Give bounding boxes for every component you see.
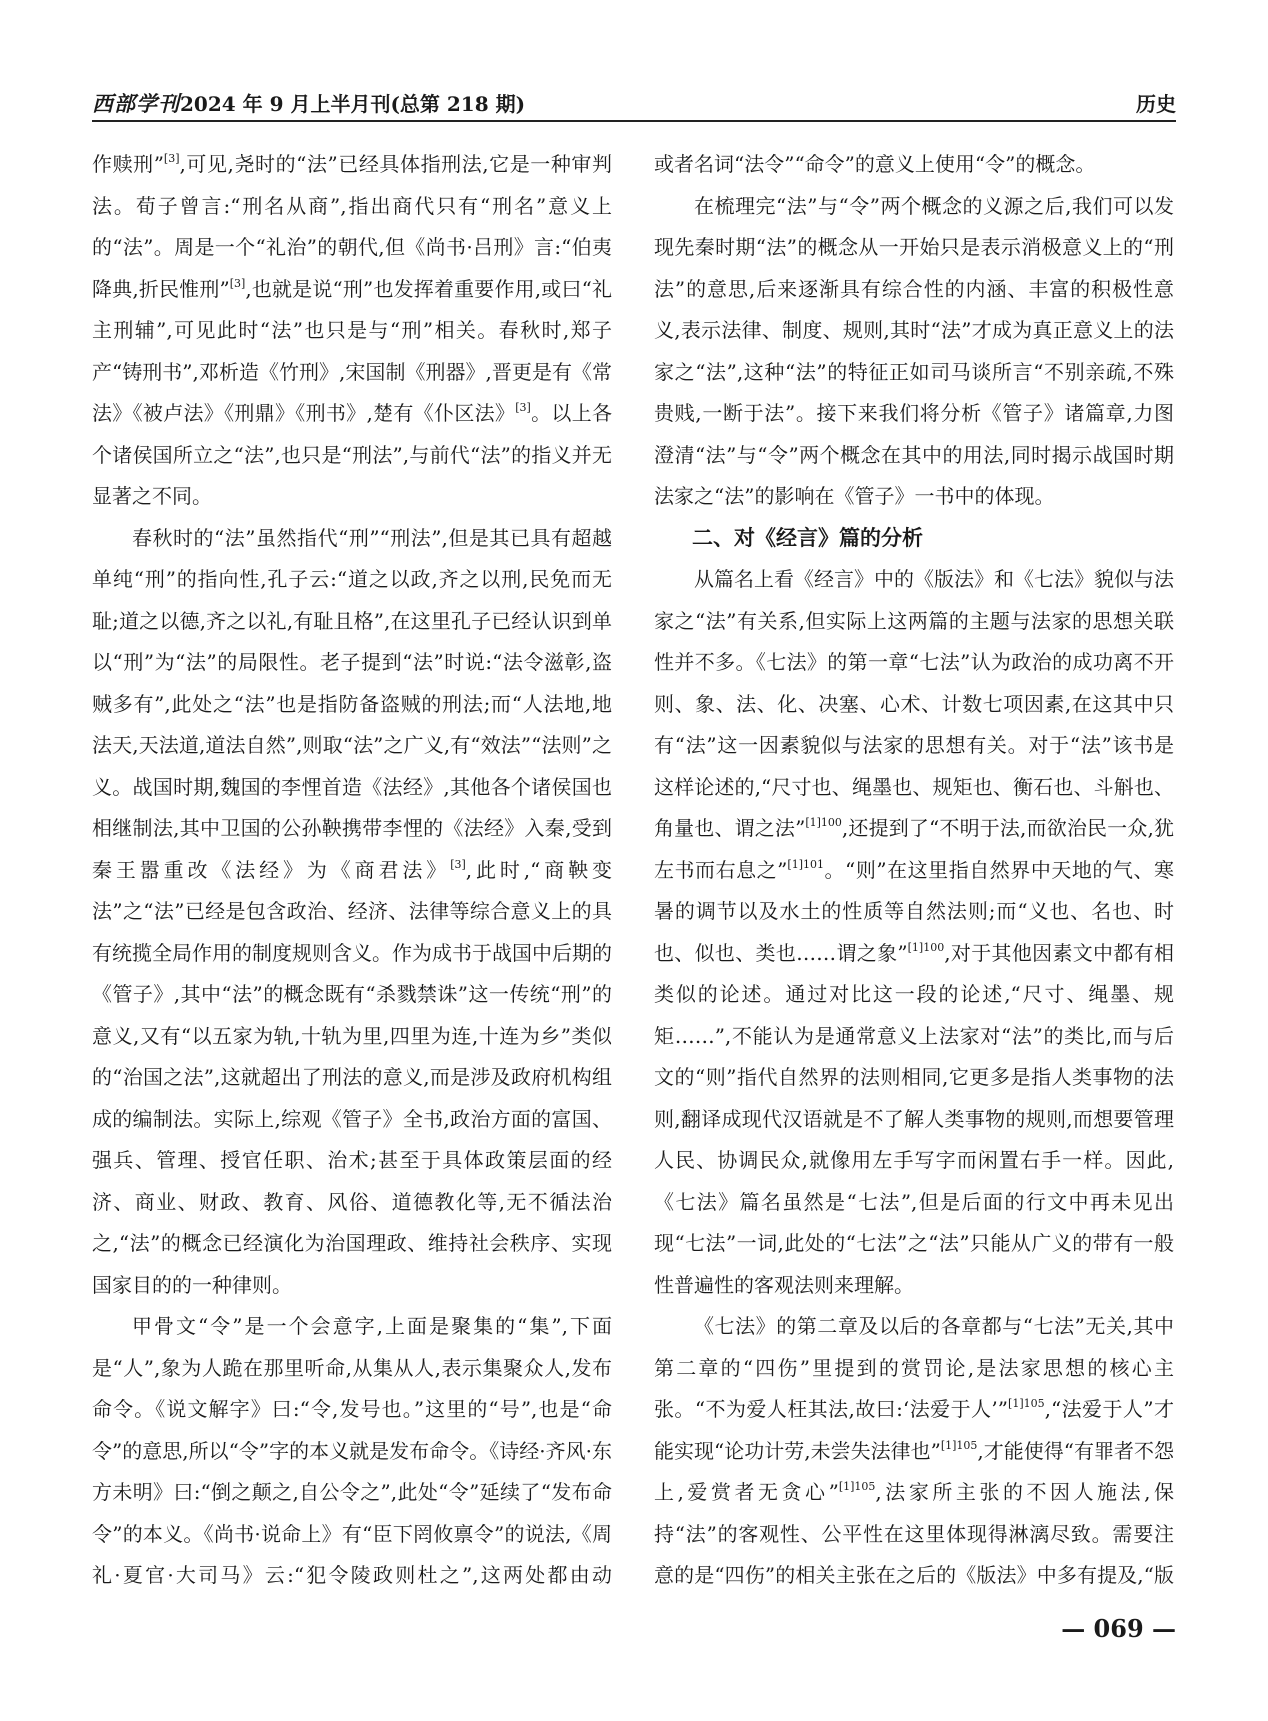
body-paragraph: 春秋时的“法”虽然指代“刑”“刑法”,但是其已具有超越单纯“刑”的指向性,孔子云:“道之以政,齐之以刑,民免而无耻;道之以德,齐之以礼,有耻且格”,在这里孔子已经认识到单以“刑”为“法”的局限性。老子提到“法”时说:“法令滋彰,盗贼多有”,此处之“法”也是指防备盗贼的刑法;而“人法地,地法天,天法道,道法自然”,则取“法”之广义,有“效法”“法则”之义。战国时期,魏国的李悝首造《法经》,其他各个诸侯国也相继制法,其中卫国的公孙鞅携带李悝的《法经》入秦,受到秦王嚣重改《法经》为《商君法》[3],此时,“商鞅变法”之“法”已经是包含政治、经济、法律等综合意义上的具有统揽全局作用的制度规则含义。作为成书于战国中后期的《管子》,其中“法”的概念既有“杀戮禁诛”这一传统“刑”的意义,又有“以五家为轨,十轨为里,四里为连,十连为乡”类似的“治国之法”,这就超出了刑法的意义,而是涉及政府机构组成的编制法。实际上,综观《管子》全书,政治方面的富国、强兵、管理、授官任职、治术;甚至于具体政策层面的经济、商业、财政、教育、风俗、道德教化等,无不循法治之,“法”的概念已经演化为治国理政、维持社会秩序、实现国家目的的一种律则。	[92, 525, 612, 1297]
section-label: 历史	[1136, 92, 1176, 116]
citation-marker: [1]105	[1008, 1397, 1045, 1410]
body-paragraph: 从篇名上看《经言》中的《版法》和《七法》貌似与法家之“法”有关系,但实际上这两篇的主题与法家的思想关联性并不多。《七法》的第一章“七法”认为政治的成功离不开则、象、法、化、决塞、心术、计数七项因素,在这其中只有“法”这一因素貌似与法家的思想有关。对于“法”该书是这样论述的,“尺寸也、绳墨也、规矩也、衡石也、斗斛也、角量也、谓之法”$^{[1]100}$,还提到了“不明于法,而欲治民一众,犹左书而右息之”$^{[1]101}$。“则”在这里指自然界中天地的气、寒暑的调节以及水土的性质等自然法则;而“义也、名也、时也、似也、类也……谓之象”$^{[1]100}$,对于其他因素文中都有相类似的论述。通过对比这一段的论述,“尺寸、绳墨、规矩……”,不能认为是通常意义上法家对“法”的类比,而与后文的“则”指代自然界的法则相同,它更多是指人类事物的法则,翻译成现代汉语就是不了解人类事物的规则,而想要管理人民、协调民众,就像用左手写字而闲置右手一样。因此,《七法》篇名虽然是“七法”,但是后面的行文中再未见出现“七法”一词,此处的“七法”之“法”只能从广义的带有一般性普遍性的客观法则来理解。	[654, 567, 1174, 1297]
header-journal-info	[92, 88, 525, 118]
citation-marker: [1]101	[787, 857, 824, 871]
body-paragraph: 作赎刑”[3],可见,尧时的“法”已经具体指刑法,它是一种审判法。荀子曾言:“刑名从商”,指出商代只有“刑名”意义上的“法”。周是一个“礼治”的朝代,但《尚书·吕刑》言:“伯夷降典,折民惟刑”[3],也就是说“刑”也发挥着重要作用,或曰“礼主刑辅”,可见此时“法”也只是与“刑”相关。春秋时,郑子产“铸刑书”,邓析造《竹刑》,宋国制《刑器》,晋更是有《常法》《被卢法》《刑鼎》《刑书》,楚有《仆区法》[3]。以上各个诸侯国所立之“法”,也只是“刑法”,与前代“法”的指义并无显著之不同。	[92, 152, 612, 508]
citation-marker: [1]105	[940, 1438, 978, 1452]
body-paragraph: 甲骨文“令”是一个会意字,上面是聚集的“集”,下面是“人”,象为人跪在那里听命,从集从人,表示集聚众人,发布命令。《说文解字》曰:“令,发号也。”这里的“号”,也是“命令”的意思,所以“令”字的本义就是发布命令。《诗经·齐风·东方未明》曰:“倒之颠之,自公令之”,此处“令”延续了“发布命令”的本义。《尚书·说命上》有“臣下罔攸禀令”的说法,《周礼·夏官·大司马》云:“犯令陵政则杜之”,这两处都由动	[92, 1314, 612, 1587]
citation-marker: [1]105	[838, 1480, 876, 1493]
citation-marker: [3]	[515, 401, 531, 414]
section-heading: 二、对《经言》篇的分析	[692, 525, 923, 550]
left-text-column	[92, 144, 612, 1599]
page-number: — 069 —	[1061, 1614, 1176, 1643]
body-paragraph: 《七法》的第二章及以后的各章都与“七法”无关,其中第二章的“四伤”里提到的赏罚论,是法家思想的核心主张。“不为爱人枉其法,故曰:‘法爱于人’”$^{[1]105}$,“法爱于人”才能实现“论功计劳,未尝失法律也”$^{[1]105}$,才能使得“有罪者不怨上,爱赏者无贪心”$^{[1]105}$,法家所主张的不因人施法,保持“法”的客观性、公平性在这里体现得淋漓尽致。需要注意的是“四伤”的相关主张在之后的《版法》中多有提及,“版	[654, 1314, 1174, 1587]
citation-marker: [3]	[450, 857, 466, 871]
right-text-column	[654, 144, 1174, 1599]
header-divider	[92, 120, 1176, 122]
citation-marker: [1]100	[805, 816, 842, 829]
citation-marker: [3]	[229, 276, 246, 290]
citation-marker: [3]	[163, 152, 180, 165]
body-paragraph: 在梳理完“法”与“令”两个概念的义源之后,我们可以发现先秦时期“法”的概念从一开始只是表示消极意义上的“刑法”的意思,后来逐渐具有综合性的内涵、丰富的积极性意义,表示法律、制度、规则,其时“法”才成为真正意义上的法家之“法”,这种“法”的特征正如司马谈所言“不别亲疏,不殊贵贱,一断于法”。接下来我们将分析《管子》诸篇章,力图澄清“法”与“令”两个概念在其中的用法,同时揭示战国时期法家之“法”的影响在《管子》一书中的体现。	[654, 193, 1174, 508]
citation-marker: [1]100	[907, 940, 945, 954]
issue-info: 2024 年 9 月上半月刊(总第 218 期)	[180, 92, 526, 116]
body-paragraph: 或者名词“法令”“命令”的意义上使用“令”的概念。	[654, 152, 1096, 176]
running-header	[92, 86, 1176, 122]
journal-logo: 西部学刊	[92, 91, 180, 116]
